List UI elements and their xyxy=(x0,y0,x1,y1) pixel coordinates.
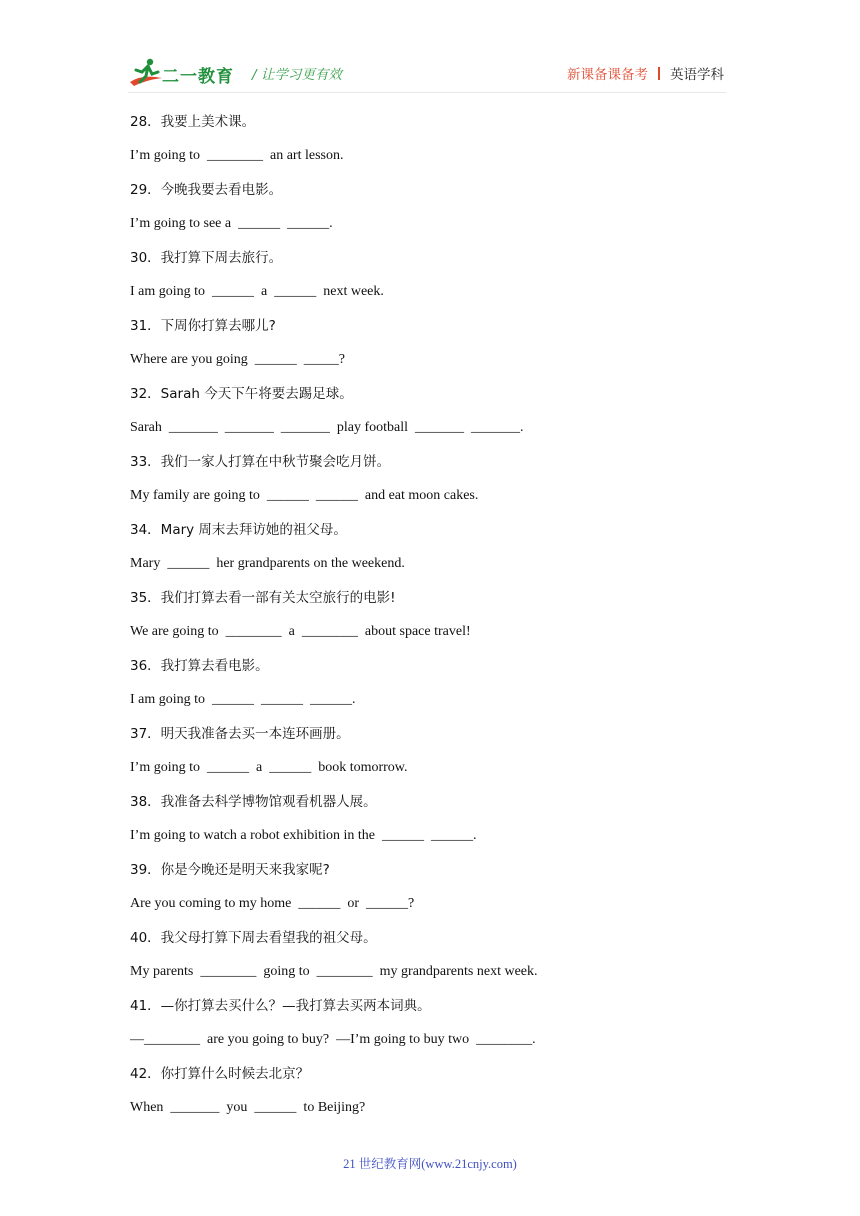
question-text: 42．你打算什么时候去北京？ xyxy=(130,1066,310,1082)
answer-line: We are going to ________ a ________ about space travel! xyxy=(130,624,471,639)
question-text: 34．Mary 周末去拜访她的祖父母。 xyxy=(130,522,347,538)
exercise-item xyxy=(130,858,730,926)
answer-line: I am going to ______ ______ ______. xyxy=(130,692,356,707)
logo xyxy=(128,56,248,88)
header-tag: 新课备课备考 xyxy=(567,67,648,83)
answer-line: I’m going to watch a robot exhibition in the ______ ______. xyxy=(130,828,477,843)
exercise-item xyxy=(130,246,730,314)
exercise-list xyxy=(130,110,730,1130)
header-subject: 英语学科 xyxy=(670,67,724,83)
question-text: 41．—你打算去买什么？—我打算去买两本词典。 xyxy=(130,998,431,1014)
page-header xyxy=(128,52,728,92)
slogan: / 让学习更有效 xyxy=(252,67,342,83)
question-text: 35．我们打算去看一部有关太空旅行的电影! xyxy=(130,590,396,606)
exercise-item xyxy=(130,450,730,518)
exercise-item xyxy=(130,790,730,858)
question-text: 37．明天我准备去买一本连环画册。 xyxy=(130,726,350,742)
answer-line: I am going to ______ a ______ next week. xyxy=(130,284,384,299)
question-text: 28．我要上美术课。 xyxy=(130,114,256,130)
answer-line: When _______ you ______ to Beijing? xyxy=(130,1100,366,1115)
answer-line: Where are you going ______ _____? xyxy=(130,352,345,367)
question-text: 32．Sarah 今天下午将要去踢足球。 xyxy=(130,386,353,402)
answer-line: I’m going to see a ______ ______. xyxy=(130,216,333,231)
answer-line: Are you coming to my home ______ or ______? xyxy=(130,896,415,911)
answer-line: My family are going to ______ ______ and eat moon cakes. xyxy=(130,488,479,503)
question-text: 29．今晚我要去看电影。 xyxy=(130,182,283,198)
question-text: 40．我父母打算下周去看望我的祖父母。 xyxy=(130,930,377,946)
answer-line: I’m going to ______ a ______ book tomorrow. xyxy=(130,760,408,775)
exercise-item xyxy=(130,382,730,450)
answer-line: —________ are you going to buy? —I’m going to buy two ________. xyxy=(130,1032,536,1047)
header-right xyxy=(567,63,724,83)
exercise-item xyxy=(130,926,730,994)
question-text: 39．你是今晚还是明天来我家呢? xyxy=(130,862,330,878)
logo-text: 二一教育 xyxy=(162,67,234,87)
exercise-item xyxy=(130,110,730,178)
exercise-item xyxy=(130,722,730,790)
page-footer: 21 世纪教育网(www.21cnjy.com) xyxy=(343,1157,517,1171)
answer-line: I’m going to ________ an art lesson. xyxy=(130,148,344,163)
exercise-item xyxy=(130,314,730,382)
exercise-item xyxy=(130,1062,730,1130)
exercise-item xyxy=(130,994,730,1062)
exercise-item xyxy=(130,518,730,586)
header-divider xyxy=(658,67,660,80)
question-text: 31．下周你打算去哪儿? xyxy=(130,318,276,334)
answer-line: Sarah _______ _______ _______ play football _______ _______. xyxy=(130,420,524,435)
header-rule xyxy=(128,92,726,93)
question-text: 30．我打算下周去旅行。 xyxy=(130,250,283,266)
question-text: 36．我打算去看电影。 xyxy=(130,658,269,674)
question-text: 38．我准备去科学博物馆观看机器人展。 xyxy=(130,794,377,810)
runner-logo-icon xyxy=(128,56,164,88)
exercise-item xyxy=(130,586,730,654)
exercise-item xyxy=(130,178,730,246)
answer-line: My parents ________ going to ________ my grandparents next week. xyxy=(130,964,538,979)
answer-line: Mary ______ her grandparents on the weekend. xyxy=(130,556,405,571)
exercise-item xyxy=(130,654,730,722)
question-text: 33．我们一家人打算在中秋节聚会吃月饼。 xyxy=(130,454,391,470)
